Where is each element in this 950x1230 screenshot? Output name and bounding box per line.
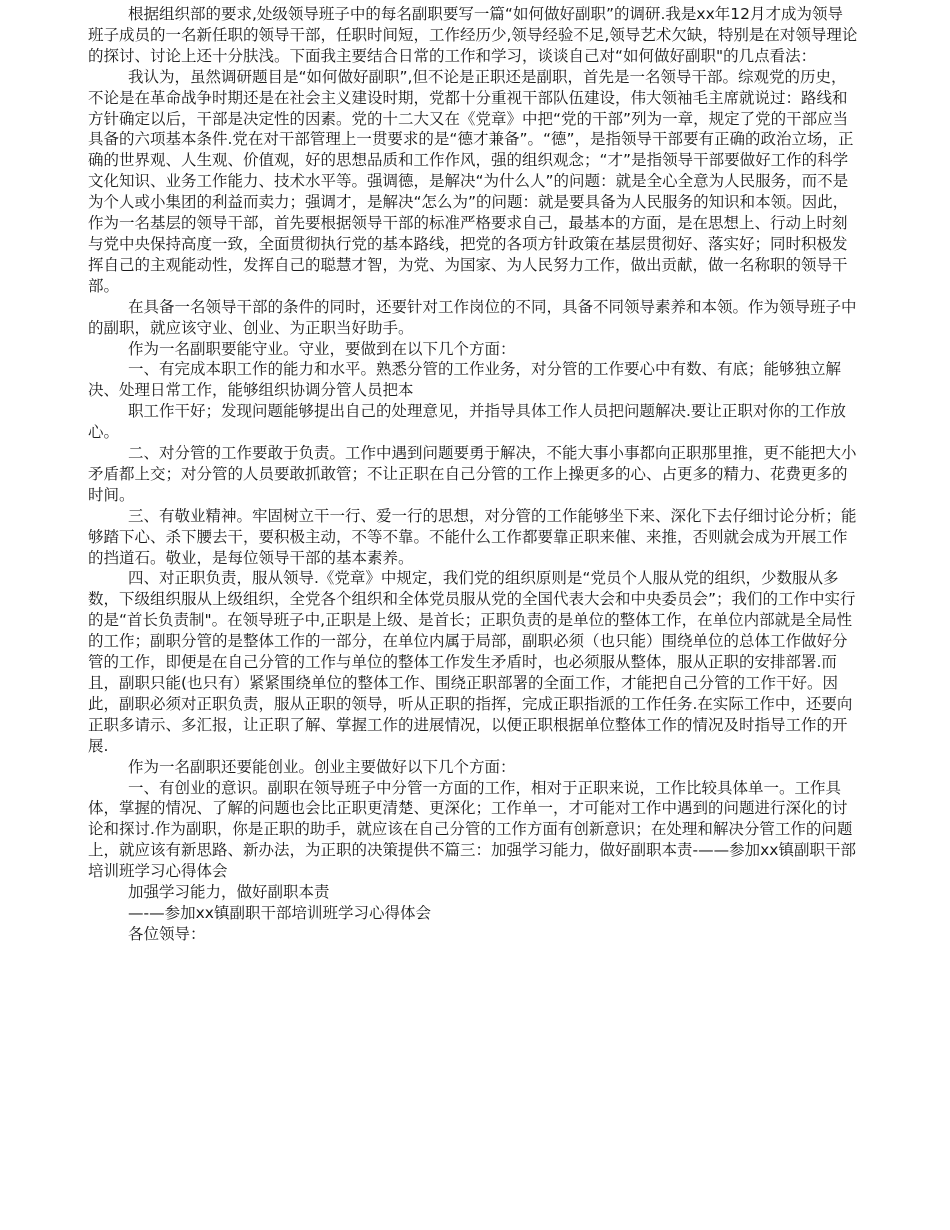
innovate-point-1: 一、有创业的意识。副职在领导班子中分管一方面的工作，相对于正职来说，工作比较具体单一。工作具体，掌握的情况、了解的问题也会比正职更清楚、更深化；工作单一，才可能对工作中遇到的问题进行深化的讨论和探讨.作为副职，你是正职的助手，就应该在自己分管的工作方面有创新意识；在处理和解决分管工作的问题上，就应该有新思路、新办法，为正职的决策提供不篇三：加强学习能力，做好副职本责-——参加xx镇副职干部培训班学习心得体会 [88, 778, 856, 881]
preserve-point-4: 四、对正职负责，服从领导.《党章》中规定，我们党的组织原则是“党员个人服从党的组织，少数服从多数，下级组织服从上级组织，全党各个组织和全体党员服从党的全国代表大会和中央委员会”；我们的工作中实行的是“首长负责制"。在领导班子中,正职是上级、是首长；正职负责的是单位的整体工作，在单位内部就是全局性的工作；副职分管的是整体工作的一部分，在单位内属于局部，副职必须（也只能）围绕单位的总体工作做好分管的工作，即便是在自己分管的工作与单位的整体工作发生矛盾时，也必须服从整体，服从正职的安排部署.而且，副职只能(也只有）紧紧围绕单位的整体工作、围绕正职部署的全面工作，才能把自己分管的工作干好。因此，副职必须对正职负责，服从正职的领导，听从正职的指挥，完成正职指派的工作任务.在实际工作中，还要向正职多请示、多汇报，让正职了解、掌握工作的进展情况，以便正职根据单位整体工作的情况及时指导工作的开展. [88, 569, 856, 755]
preserve-heading: 作为一名副职要能守业。守业，要做到在以下几个方面： [128, 339, 516, 358]
salutation: 各位领导： [128, 924, 206, 943]
section-title: 加强学习能力，做好副职本责 [128, 883, 330, 902]
preserve-point-1: 一、有完成本职工作的能力和水平。熟悉分管的工作业务，对分管的工作要心中有数、有底；能够独立解决、处理日常工作，能够组织协调分管人员把本 [88, 360, 842, 400]
section-subtitle: —-—参加xx镇副职干部培训班学习心得体会 [128, 903, 431, 922]
leader-qualities-paragraph: 我认为，虽然调研题目是“如何做好副职”,但不论是正职还是副职，首先是一名领导干部。综观党的历史，不论是在革命战争时期还是在社会主义建设时期，党都十分重视干部队伍建设，伟大领袖毛主席就说过：路线和方针确定以后，干部是决定性的因素。党的十二大又在《党章》中把“党的干部”列为一章，规定了党的干部应当具备的六项基本条件.党在对干部管理上一贯要求的是“德才兼备”。“德”，是指领导干部要有正确的政治立场，正确的世界观、人生观、价值观，好的思想品质和工作作风，强的组织观念；“才”是指领导干部要做好工作的科学文化知识、业务工作能力、技术水平等。强调德，是解决“为什么人”的问题：就是全心全意为人民服务，而不是为个人或小集团的利益而卖力；强调才，是解决“怎么为”的问题：就是要具备为人民服务的知识和本领。因此，作为一名基层的领导干部，首先要根据领导干部的标准严格要求自己，最基本的方面，是在思想上、行动上时刻与党中央保持高度一致，全面贯彻执行党的基本路线，把党的各项方针政策在基层贯彻好、落实好；同时积极发挥自己的主观能动性，发挥自己的聪慧才智，为党、为国家、为人民努力工作，做出贡献，做一名称职的领导干部。 [88, 67, 854, 295]
preserve-point-3: 三、有敬业精神。牢固树立干一行、爱一行的思想，对分管的工作能够坐下来、深化下去仔细讨论分析；能够踏下心、杀下腰去干，要积极主动，不等不靠。不能什么工作都要靠正职来催、来推，否则就会成为开展工作的挡道石。敬业，是每位领导干部的基本素养。 [88, 506, 857, 567]
intro-paragraph: 根据组织部的要求,处级领导班子中的每名副职要写一篇“如何做好副职”的调研.我是xx年12月才成为领导班子成员的一名新任职的领导干部，任职时间短，工作经历少,领导经验不足,领导艺术欠缺，特别是在对领导理论的探讨、讨论上还十分肤浅。下面我主要结合日常的工作和学习，谈谈自己对“如何做好副职"的几点看法： [88, 5, 858, 65]
deputy-role-paragraph: 在具备一名领导干部的条件的同时，还要针对工作岗位的不同，具备不同领导素养和本领。作为领导班子中的副职，就应该守业、创业、为正职当好助手。 [88, 297, 857, 337]
innovate-heading: 作为一名副职还要能创业。创业主要做好以下几个方面： [128, 757, 516, 776]
preserve-point-1-continued: 职工作干好；发现问题能够提出自己的处理意见，并指导具体工作人员把问题解决.要让正职对你的工作放心。 [88, 402, 846, 442]
preserve-point-2: 二、对分管的工作要敢于负责。工作中遇到问题要勇于解决，不能大事小事都向正职那里推，更不能把大小矛盾都上交；对分管的人员要敢抓敢管；不让正职在自己分管的工作上操更多的心、占更多的精力、花费更多的时间。 [88, 444, 857, 504]
